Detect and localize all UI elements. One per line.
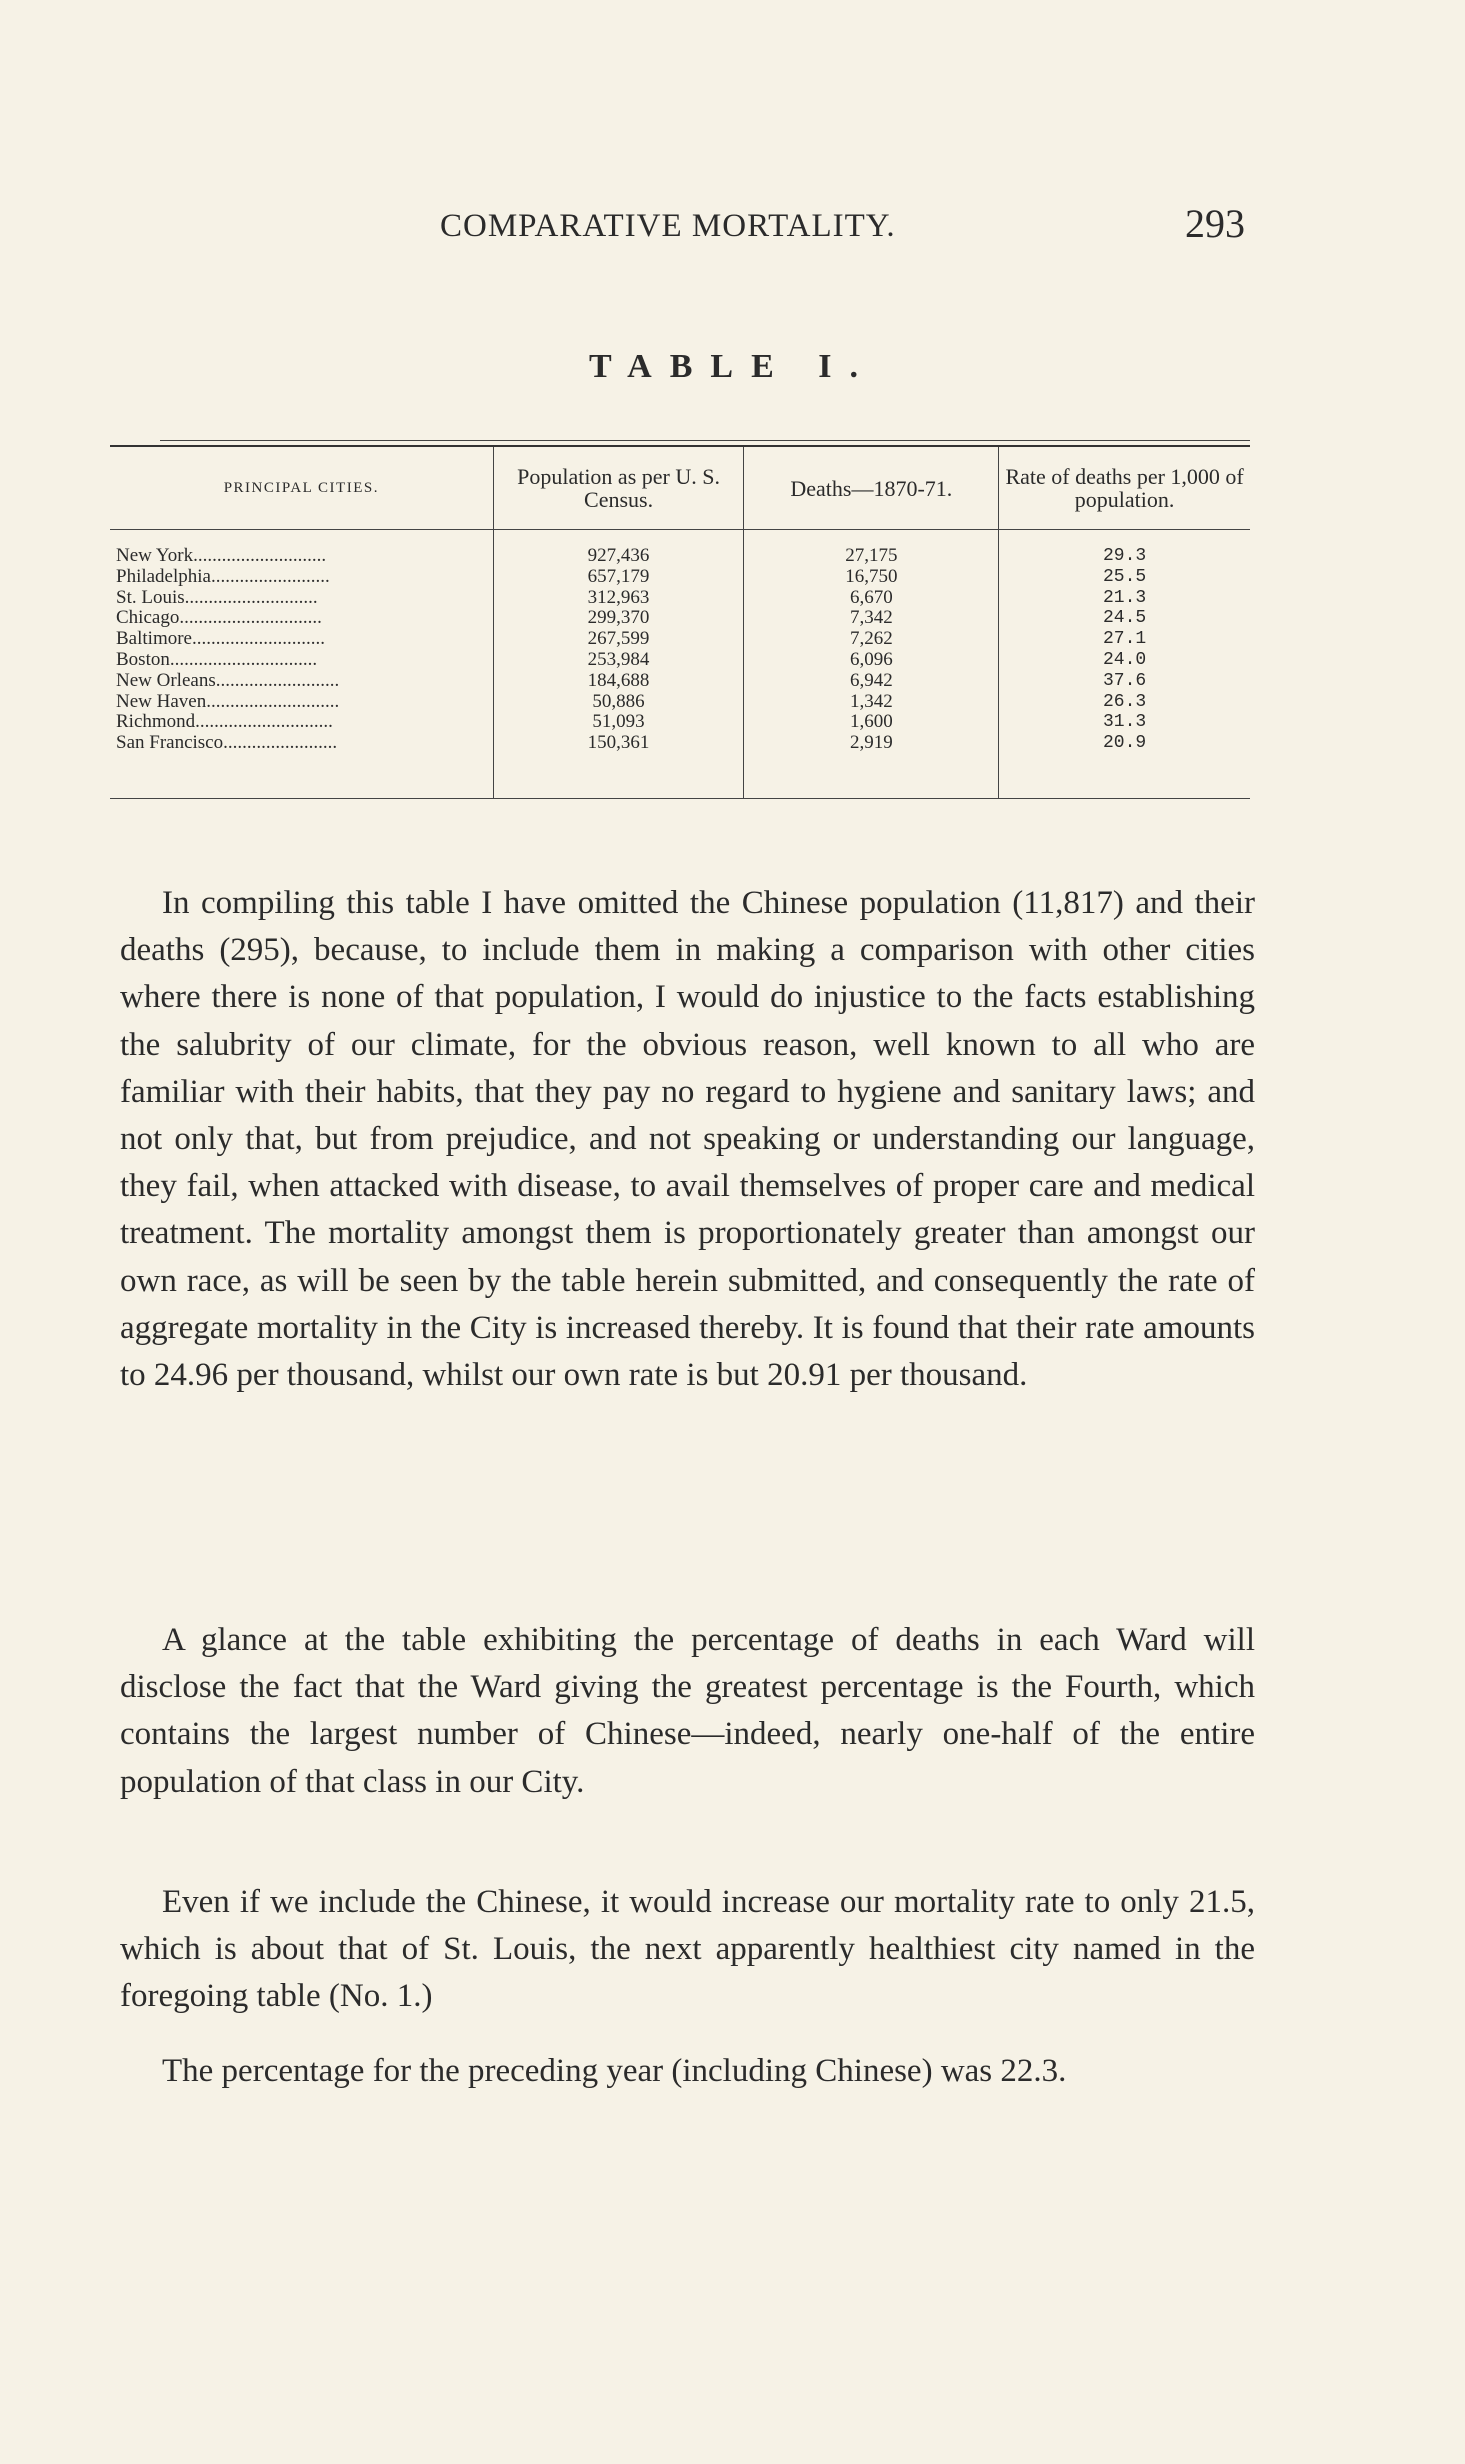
deaths-cell: 1,600 xyxy=(849,712,893,733)
population-cell: 267,599 xyxy=(587,629,650,650)
running-title: COMPARATIVE MORTALITY. xyxy=(440,208,896,244)
deaths-cell: 27,175 xyxy=(845,546,898,566)
rate-cell: 24.0 xyxy=(1103,649,1147,670)
rate-cell: 27.1 xyxy=(1103,629,1147,650)
deaths-cell: 2,919 xyxy=(849,733,893,754)
body-paragraph: The percentage for the preceding year (including Chinese) was 22.3. xyxy=(162,2053,1067,2089)
population-column xyxy=(493,530,744,798)
running-head xyxy=(115,200,1245,260)
population-cell: 253,984 xyxy=(587,649,650,670)
deaths-cell: 6,942 xyxy=(849,670,893,691)
population-cell: 312,963 xyxy=(587,587,650,608)
city-cell: Chicago.............................. xyxy=(116,608,322,629)
deaths-cell: 16,750 xyxy=(845,566,898,587)
column-header-cities: PRINCIPAL CITIES. xyxy=(223,479,379,496)
mortality-table xyxy=(110,440,1250,799)
table-rule-top xyxy=(160,440,1250,441)
rate-cell: 20.9 xyxy=(1103,733,1147,754)
deaths-cell: 1,342 xyxy=(849,691,893,712)
table-header-row xyxy=(110,447,1250,530)
population-cell: 184,688 xyxy=(587,670,650,691)
column-header-deaths: Deaths—1870-71. xyxy=(743,447,998,529)
rate-cell: 31.3 xyxy=(1103,712,1147,733)
deaths-cell: 6,096 xyxy=(849,649,893,670)
city-cell: New Haven............................ xyxy=(116,691,340,712)
deaths-cell: 7,262 xyxy=(849,629,893,650)
deaths-cell: 7,342 xyxy=(849,608,893,629)
city-cell: New York............................ xyxy=(116,546,327,566)
rate-cell: 25.5 xyxy=(1103,566,1147,587)
population-cell: 299,370 xyxy=(587,608,650,629)
city-cell: Philadelphia......................... xyxy=(116,566,330,587)
city-cell: New Orleans.......................... xyxy=(116,670,340,691)
deaths-cell: 6,670 xyxy=(849,587,893,608)
body-paragraph: In compiling this table I have omitted the Chinese population (11,817) and their deaths (295), because, to include them in making a comparison with other cities where there is none of that population, I would do injustice to the facts establishing the salubrity of our climate, for the obvious reason, well known to all who are familiar with their habits, that they pay no regard to hygiene and sanitary laws; and not only that, but from prejudice, and not speaking or understanding our language, they fail, when attacked with disease, to avail themselves of proper care and medical treatment. The mortality amongst them is proportionately greater than amongst our own race, as will be seen by the table herein submitted, and consequently the rate of aggregate mortality in the City is increased thereby. It is found that their rate amounts to 24.96 per thousand, whilst our own rate is but 20.91 per thousand. xyxy=(120,885,1255,1394)
body-paragraph: Even if we include the Chinese, it would increase our mortality rate to only 21.5, which is about that of St. Louis, the next apparently healthiest city named in the foregoing table (No. 1.) xyxy=(120,1884,1255,2015)
column-header-population: Population as per U. S. Census. xyxy=(493,447,744,529)
rate-cell: 24.5 xyxy=(1103,608,1147,629)
body-paragraph: A glance at the table exhibiting the percentage of deaths in each Ward will disclose the fact that the Ward giving the greatest percentage is the Fourth, which contains the largest number of Chinese—indeed, nearly one-half of the entire population of that class in our City. xyxy=(120,1622,1255,1800)
city-cell: Boston............................... xyxy=(116,649,318,670)
population-cell: 51,093 xyxy=(592,712,645,733)
column-header-rate: Rate of deaths per 1,000 of population. xyxy=(998,447,1250,529)
table-body xyxy=(110,530,1250,799)
rate-cell: 26.3 xyxy=(1103,691,1147,712)
table-title: TABLE I. xyxy=(589,348,876,385)
population-cell: 50,886 xyxy=(592,691,645,712)
page-number: 293 xyxy=(1185,201,1245,246)
deaths-column xyxy=(743,530,998,798)
city-cell: San Francisco........................ xyxy=(116,733,338,754)
city-cell: St. Louis............................ xyxy=(116,587,318,608)
population-cell: 150,361 xyxy=(587,733,650,754)
population-cell: 657,179 xyxy=(587,566,650,587)
rate-cell: 37.6 xyxy=(1103,670,1147,691)
city-cell: Baltimore............................ xyxy=(116,629,325,650)
population-cell: 927,436 xyxy=(587,546,650,566)
cities-column xyxy=(110,530,493,798)
rate-cell: 29.3 xyxy=(1103,546,1147,566)
city-cell: Richmond............................. xyxy=(116,712,333,733)
rate-column xyxy=(998,530,1250,798)
rate-cell: 21.3 xyxy=(1103,587,1147,608)
